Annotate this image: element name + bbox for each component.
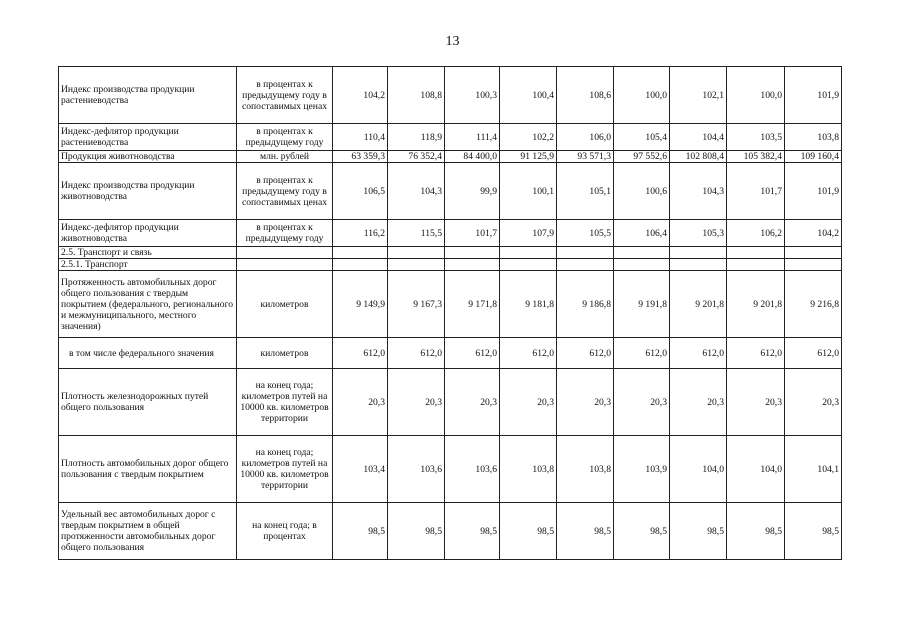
table-row	[59, 163, 842, 220]
table-row	[59, 124, 842, 151]
empty-cell	[785, 247, 842, 259]
value-cell: 118,9	[388, 124, 445, 151]
table-row	[59, 151, 842, 163]
value-cell: 99,9	[445, 163, 500, 220]
value-cell: 100,1	[500, 163, 557, 220]
indicator-cell: Продукция животноводства	[59, 151, 237, 163]
value-cell: 9 181,8	[500, 271, 557, 338]
value-cell: 105 382,4	[727, 151, 785, 163]
page-number: 13	[445, 34, 460, 49]
value-cell: 109 160,4	[785, 151, 842, 163]
value-cell: 105,1	[557, 163, 614, 220]
value-cell: 63 359,3	[333, 151, 388, 163]
value-cell: 104,3	[388, 163, 445, 220]
statistics-table	[58, 66, 842, 560]
value-cell: 9 216,8	[785, 271, 842, 338]
value-cell: 20,3	[614, 369, 670, 436]
indicator-cell: Индекс производства продукции животноводства	[59, 163, 237, 220]
value-cell: 101,9	[785, 67, 842, 124]
value-cell: 98,5	[670, 503, 727, 560]
unit-cell: в процентах к предыдущему году	[237, 220, 333, 247]
empty-cell	[445, 247, 500, 259]
value-cell: 111,4	[445, 124, 500, 151]
value-cell: 76 352,4	[388, 151, 445, 163]
value-cell: 612,0	[388, 338, 445, 369]
value-cell: 20,3	[670, 369, 727, 436]
value-cell: 107,9	[500, 220, 557, 247]
value-cell: 100,0	[727, 67, 785, 124]
value-cell: 20,3	[557, 369, 614, 436]
table-row	[59, 503, 842, 560]
section-heading: 2.5. Транспорт и связь	[59, 247, 237, 259]
value-cell: 100,4	[500, 67, 557, 124]
empty-cell	[670, 259, 727, 271]
value-cell: 91 125,9	[500, 151, 557, 163]
value-cell: 100,0	[614, 67, 670, 124]
value-cell: 98,5	[388, 503, 445, 560]
value-cell: 106,2	[727, 220, 785, 247]
value-cell: 106,0	[557, 124, 614, 151]
value-cell: 9 149,9	[333, 271, 388, 338]
unit-cell: на конец года; километров путей на 10000 кв. километров территории	[237, 436, 333, 503]
value-cell: 9 201,8	[670, 271, 727, 338]
value-cell: 9 201,8	[727, 271, 785, 338]
value-cell: 612,0	[727, 338, 785, 369]
empty-cell	[500, 247, 557, 259]
indicator-cell: Удельный вес автомобильных дорог с твердым покрытием в общей протяженности автомобильных дорог общего пользования	[59, 503, 237, 560]
indicator-cell: Индекс-дефлятор продукции животноводства	[59, 220, 237, 247]
value-cell: 106,5	[333, 163, 388, 220]
value-cell: 20,3	[785, 369, 842, 436]
value-cell: 101,7	[727, 163, 785, 220]
section-heading: 2.5.1. Транспорт	[59, 259, 237, 271]
table-row	[59, 67, 842, 124]
unit-cell: на конец года; в процентах	[237, 503, 333, 560]
empty-cell	[333, 247, 388, 259]
value-cell: 116,2	[333, 220, 388, 247]
value-cell: 106,4	[614, 220, 670, 247]
value-cell: 9 186,8	[557, 271, 614, 338]
value-cell: 98,5	[727, 503, 785, 560]
table-row	[59, 259, 842, 271]
unit-cell: километров	[237, 271, 333, 338]
value-cell: 612,0	[557, 338, 614, 369]
value-cell: 98,5	[557, 503, 614, 560]
value-cell: 612,0	[445, 338, 500, 369]
value-cell: 612,0	[614, 338, 670, 369]
value-cell: 108,8	[388, 67, 445, 124]
unit-cell: в процентах к предыдущему году в сопоставимых ценах	[237, 67, 333, 124]
value-cell: 20,3	[445, 369, 500, 436]
value-cell: 612,0	[670, 338, 727, 369]
value-cell: 104,0	[670, 436, 727, 503]
value-cell: 105,4	[614, 124, 670, 151]
value-cell: 9 167,3	[388, 271, 445, 338]
value-cell: 102,1	[670, 67, 727, 124]
empty-cell	[388, 247, 445, 259]
value-cell: 102 808,4	[670, 151, 727, 163]
indicator-cell: Индекс-дефлятор продукции растениеводства	[59, 124, 237, 151]
table-row	[59, 436, 842, 503]
value-cell: 20,3	[727, 369, 785, 436]
empty-cell	[237, 247, 333, 259]
value-cell: 612,0	[333, 338, 388, 369]
indicator-cell: Плотность автомобильных дорог общего пользования с твердым покрытием	[59, 436, 237, 503]
unit-cell: в процентах к предыдущему году	[237, 124, 333, 151]
value-cell: 104,4	[670, 124, 727, 151]
table-row	[59, 220, 842, 247]
value-cell: 102,2	[500, 124, 557, 151]
value-cell: 100,6	[614, 163, 670, 220]
value-cell: 103,8	[557, 436, 614, 503]
value-cell: 9 171,8	[445, 271, 500, 338]
value-cell: 97 552,6	[614, 151, 670, 163]
table-row	[59, 271, 842, 338]
value-cell: 93 571,3	[557, 151, 614, 163]
value-cell: 100,3	[445, 67, 500, 124]
indicator-cell: Протяженность автомобильных дорог общего пользования с твердым покрытием (федерального, регионального и межмуниципального, местного значения)	[59, 271, 237, 338]
value-cell: 104,0	[727, 436, 785, 503]
value-cell: 103,8	[785, 124, 842, 151]
value-cell: 103,9	[614, 436, 670, 503]
value-cell: 110,4	[333, 124, 388, 151]
value-cell: 103,6	[445, 436, 500, 503]
empty-cell	[557, 247, 614, 259]
empty-cell	[388, 259, 445, 271]
unit-cell: на конец года; километров путей на 10000 кв. километров территории	[237, 369, 333, 436]
empty-cell	[785, 259, 842, 271]
unit-cell: в процентах к предыдущему году в сопоставимых ценах	[237, 163, 333, 220]
indicator-cell: Индекс производства продукции растениеводства	[59, 67, 237, 124]
value-cell: 98,5	[333, 503, 388, 560]
empty-cell	[557, 259, 614, 271]
indicator-cell: Плотность железнодорожных путей общего пользования	[59, 369, 237, 436]
table-row	[59, 338, 842, 369]
value-cell: 104,1	[785, 436, 842, 503]
value-cell: 104,3	[670, 163, 727, 220]
value-cell: 108,6	[557, 67, 614, 124]
value-cell: 103,6	[388, 436, 445, 503]
value-cell: 103,8	[500, 436, 557, 503]
empty-cell	[614, 247, 670, 259]
value-cell: 115,5	[388, 220, 445, 247]
empty-cell	[727, 259, 785, 271]
unit-cell: млн. рублей	[237, 151, 333, 163]
value-cell: 104,2	[333, 67, 388, 124]
value-cell: 98,5	[445, 503, 500, 560]
value-cell: 104,2	[785, 220, 842, 247]
empty-cell	[333, 259, 388, 271]
value-cell: 103,4	[333, 436, 388, 503]
value-cell: 98,5	[614, 503, 670, 560]
value-cell: 105,5	[557, 220, 614, 247]
value-cell: 98,5	[785, 503, 842, 560]
indicator-cell: в том числе федерального значения	[59, 338, 237, 369]
empty-cell	[614, 259, 670, 271]
value-cell: 20,3	[333, 369, 388, 436]
value-cell: 98,5	[500, 503, 557, 560]
value-cell: 103,5	[727, 124, 785, 151]
value-cell: 20,3	[388, 369, 445, 436]
value-cell: 612,0	[785, 338, 842, 369]
value-cell: 612,0	[500, 338, 557, 369]
table-row	[59, 369, 842, 436]
value-cell: 84 400,0	[445, 151, 500, 163]
table-row	[59, 247, 842, 259]
empty-cell	[670, 247, 727, 259]
empty-cell	[445, 259, 500, 271]
unit-cell: километров	[237, 338, 333, 369]
empty-cell	[500, 259, 557, 271]
value-cell: 9 191,8	[614, 271, 670, 338]
empty-cell	[237, 259, 333, 271]
value-cell: 101,9	[785, 163, 842, 220]
value-cell: 101,7	[445, 220, 500, 247]
value-cell: 105,3	[670, 220, 727, 247]
value-cell: 20,3	[500, 369, 557, 436]
empty-cell	[727, 247, 785, 259]
